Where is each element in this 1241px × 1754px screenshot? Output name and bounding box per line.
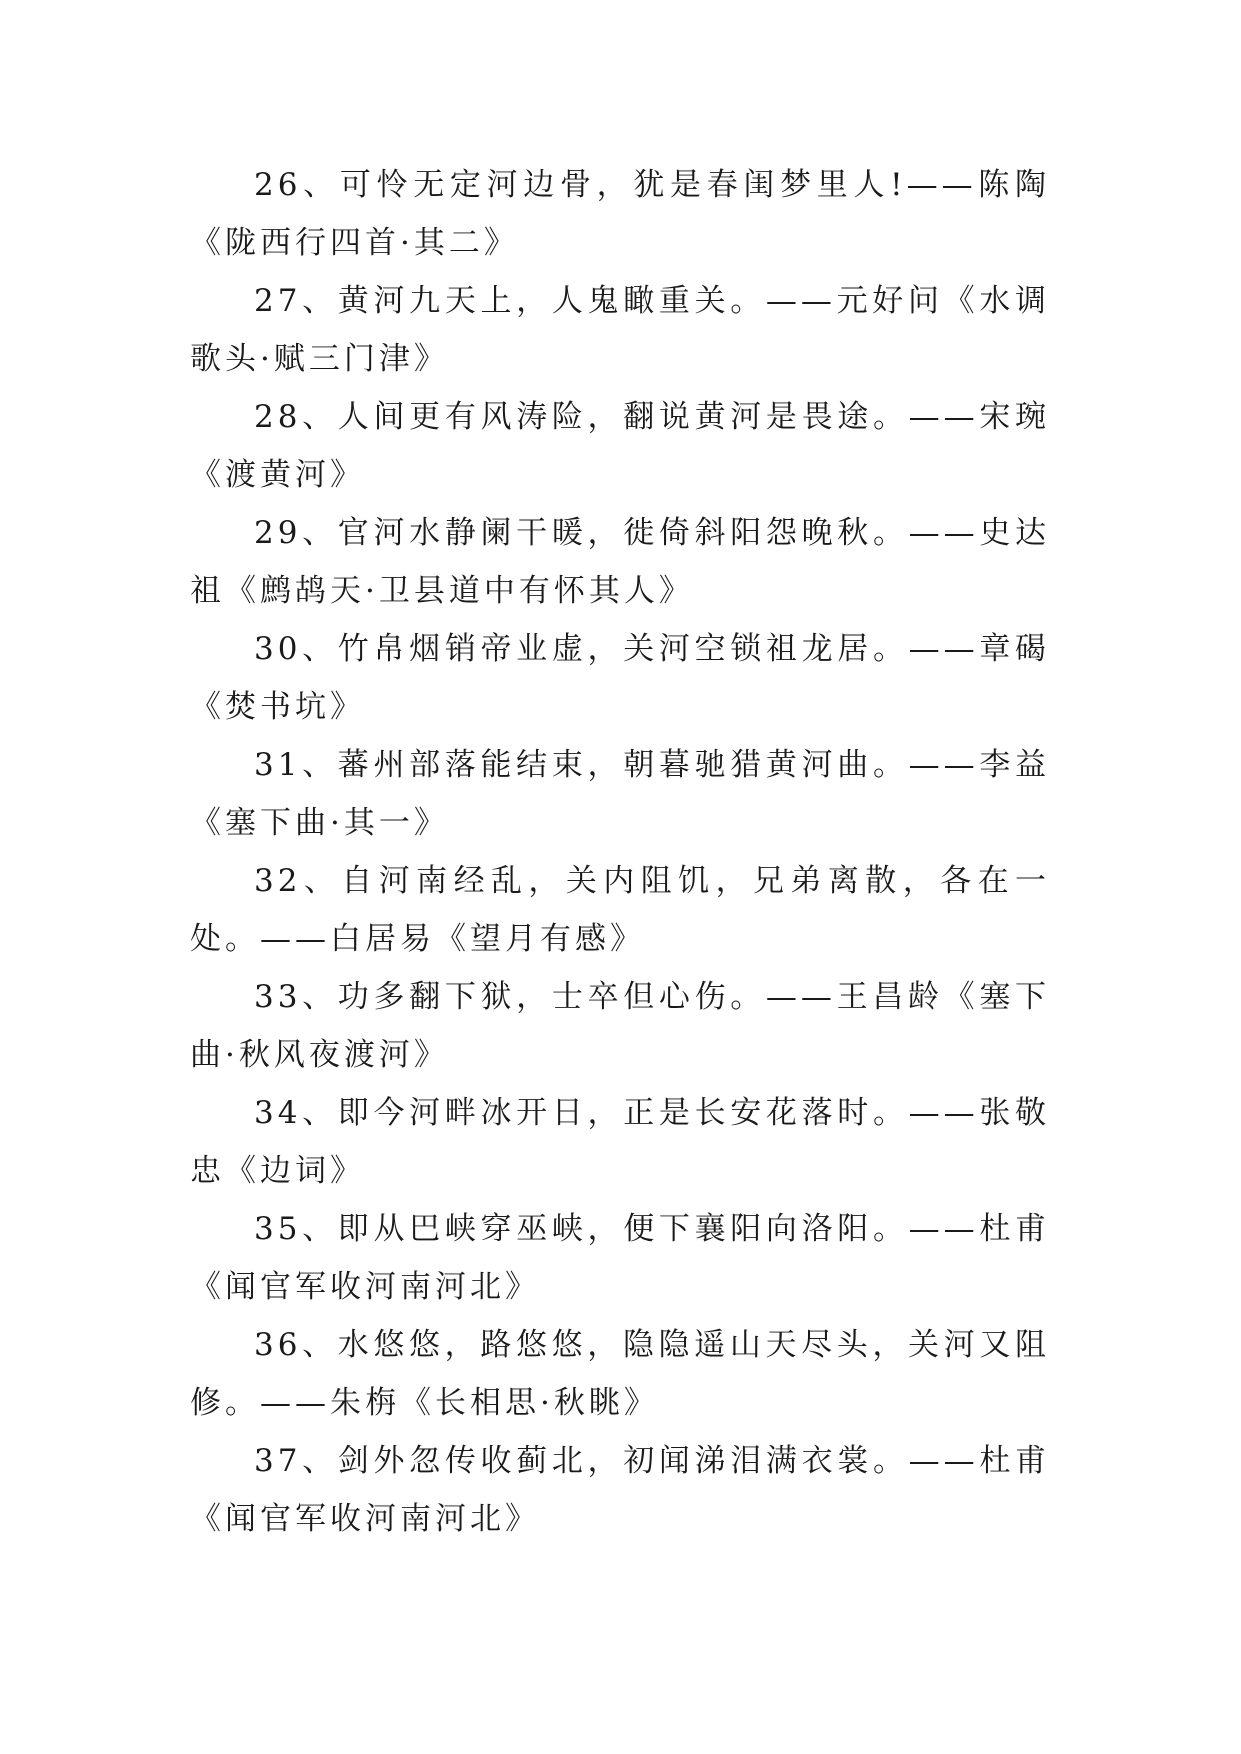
quote-entry: 36、水悠悠，路悠悠，隐隐遥山天尽头，关河又阻修。——朱栴《长相思·秋眺》 [190,1327,1050,1421]
quote-entry: 29、官河水静阑干暖，徙倚斜阳怨晚秋。——史达祖《鹧鸪天·卫县道中有怀其人》 [190,515,1050,609]
quote-entry: 37、剑外忽传收蓟北，初闻涕泪满衣裳。——杜甫《闻官军收河南河北》 [190,1443,1050,1537]
quote-entry: 31、蕃州部落能结束，朝暮驰猎黄河曲。——李益《塞下曲·其一》 [190,747,1050,841]
quote-entry: 28、人间更有风涛险，翻说黄河是畏途。——宋琬《渡黄河》 [190,399,1050,493]
quote-entry: 34、即今河畔冰开日，正是长安花落时。——张敬忠《边词》 [190,1095,1050,1189]
quote-entry: 30、竹帛烟销帝业虚，关河空锁祖龙居。——章碣《焚书坑》 [190,631,1050,725]
quote-entry: 26、可怜无定河边骨，犹是春闺梦里人!——陈陶《陇西行四首·其二》 [190,167,1050,261]
quote-entry: 27、黄河九天上，人鬼瞰重关。——元好问《水调歌头·赋三门津》 [190,283,1050,377]
quote-entry: 35、即从巴峡穿巫峡，便下襄阳向洛阳。——杜甫《闻官军收河南河北》 [190,1211,1050,1305]
quote-entry: 32、自河南经乱，关内阻饥，兄弟离散，各在一处。——白居易《望月有感》 [190,863,1050,957]
quote-entry: 33、功多翻下狱，士卒但心伤。——王昌龄《塞下曲·秋风夜渡河》 [190,979,1050,1073]
quote-list [190,156,1050,1548]
